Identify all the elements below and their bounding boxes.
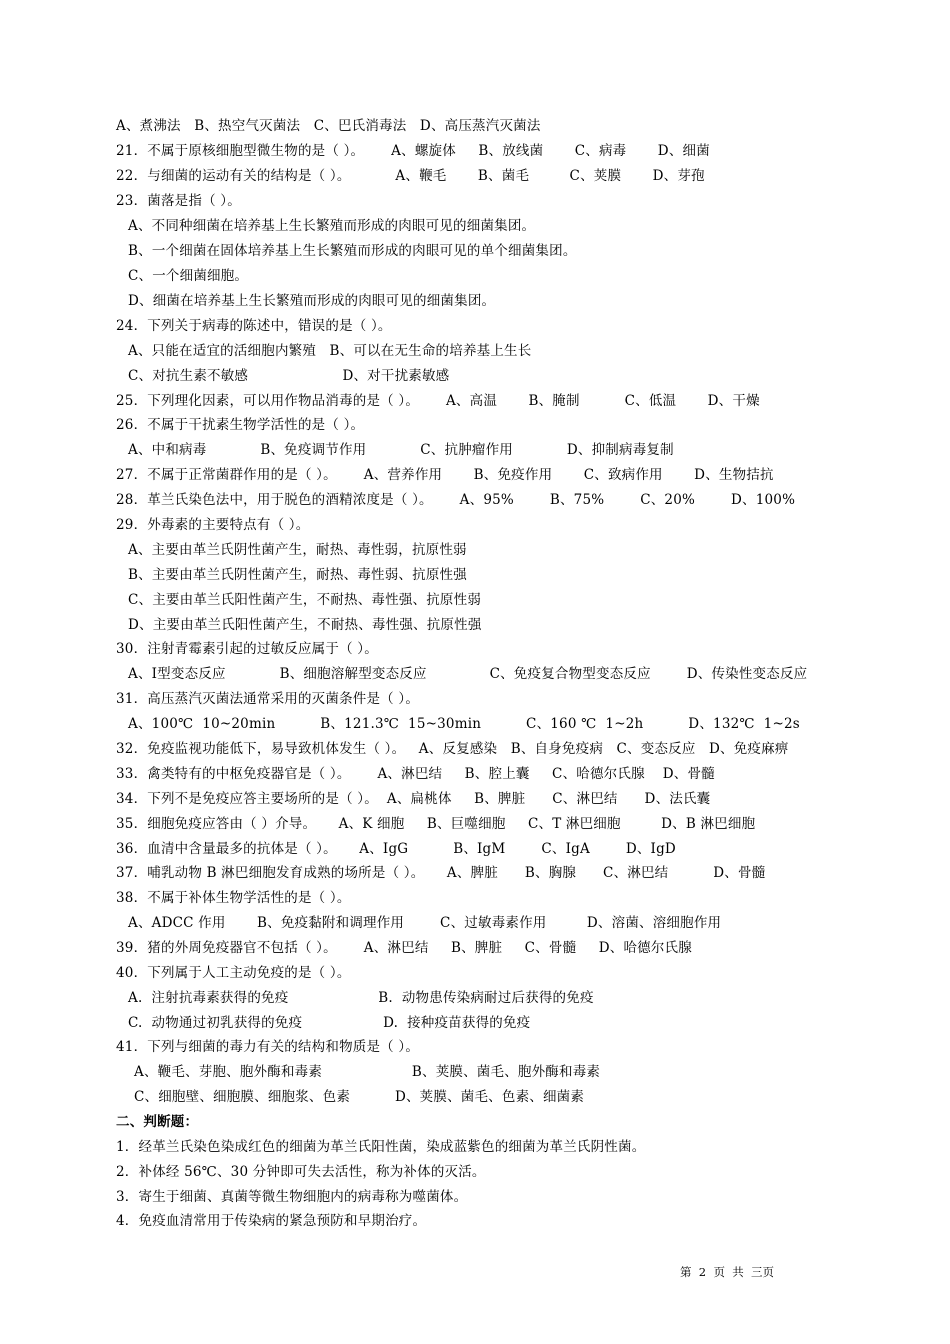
question-39: 39．猪的外周免疫器官不包括（ ）。 A、淋巴结 B、脾脏 C、骨髓 D、哈德尔氏腺 xyxy=(116,940,692,956)
question-26: 26．不属于干扰素生物学活性的是（ ）。 xyxy=(116,417,365,433)
option-line: D、主要由革兰氏阳性菌产生，不耐热、毒性强、抗原性强 xyxy=(128,617,482,633)
question-27: 27．不属于正常菌群作用的是（ ）。 A、营养作用 B、免疫作用 C、致病作用 D、生物拮抗 xyxy=(116,467,774,483)
option-line: A、100℃ 10~20min B、121.3℃ 15~30min C、160 ℃ 1~2h D、132℃ 1~2s xyxy=(128,716,800,732)
option-line: B、主要由革兰氏阴性菌产生，耐热、毒性弱、抗原性强 xyxy=(128,567,467,583)
question-34: 34．下列不是免疫应答主要场所的是（ ）。 A、扁桃体 B、脾脏 C、淋巴结 D、法氏囊 xyxy=(116,791,711,807)
option-line: C. 动物通过初乳获得的免疫 D. 接种疫苗获得的免疫 xyxy=(128,1015,531,1031)
question-41: 41．下列与细菌的毒力有关的结构和物质是（ ）。 xyxy=(116,1039,420,1055)
question-24: 24．下列关于病毒的陈述中，错误的是（ ）。 xyxy=(116,318,392,334)
judgement-item-4: 4．免疫血清常用于传染病的紧急预防和早期治疗。 xyxy=(116,1213,427,1229)
question-29: 29．外毒素的主要特点有（ ）。 xyxy=(116,517,310,533)
question-40: 40．下列属于人工主动免疫的是（ ）。 xyxy=(116,965,351,981)
option-line: D、细菌在培养基上生长繁殖而形成的肉眼可见的细菌集团。 xyxy=(128,293,496,309)
option-line: A、ADCC 作用 B、免疫黏附和调理作用 C、过敏毒素作用 D、溶菌、溶细胞作用 xyxy=(128,915,722,931)
option-line: A、只能在适宜的活细胞内繁殖 B、可以在无生命的培养基上生长 xyxy=(128,343,532,359)
option-line: A. 注射抗毒素获得的免疫 B. 动物患传染病耐过后获得的免疫 xyxy=(128,990,594,1006)
option-line: A、中和病毒 B、免疫调节作用 C、抗肿瘤作用 D、抑制病毒复制 xyxy=(128,442,674,458)
option-line: A、不同种细菌在培养基上生长繁殖而形成的肉眼可见的细菌集团。 xyxy=(128,218,536,234)
question-22: 22．与细菌的运动有关的结构是（ ）。 A、鞭毛 B、菌毛 C、荚膜 D、芽孢 xyxy=(116,168,705,184)
question-30: 30．注射青霉素引起的过敏反应属于（ ）。 xyxy=(116,641,378,657)
option-line: A、煮沸法 B、热空气灭菌法 C、巴氏消毒法 D、高压蒸汽灭菌法 xyxy=(116,118,541,134)
option-line: C、细胞壁、细胞膜、细胞浆、色素 D、荚膜、菌毛、色素、细菌素 xyxy=(134,1089,585,1105)
judgement-item-2: 2．补体经 56℃、30 分钟即可失去活性，称为补体的灭活。 xyxy=(116,1164,486,1180)
option-line: C、一个细菌细胞。 xyxy=(128,268,249,284)
question-35: 35．细胞免疫应答由（ ）介导。 A、K 细胞 B、巨噬细胞 C、T 淋巴细胞 D、B 淋巴细胞 xyxy=(116,816,756,832)
judgement-item-1: 1．经革兰氏染色染成红色的细菌为革兰氏阳性菌，染成蓝紫色的细菌为革兰氏阴性菌。 xyxy=(116,1139,646,1155)
option-line: C、对抗生素不敏感 D、对干扰素敏感 xyxy=(128,368,450,384)
question-31: 31．高压蒸汽灭菌法通常采用的灭菌条件是（ ）。 xyxy=(116,691,420,707)
question-28: 28．革兰氏染色法中，用于脱色的酒精浓度是（ ）。 A、95% B、75% C、20% D、100% xyxy=(116,492,796,508)
question-37: 37．哺乳动物 B 淋巴细胞发育成熟的场所是（ ）。 A、脾脏 B、胸腺 C、淋巴结 D、骨髓 xyxy=(116,865,766,881)
page-footer: 第 2 页 共 三页 xyxy=(680,1265,775,1279)
judgement-item-3: 3．寄生于细菌、真菌等微生物细胞内的病毒称为噬菌体。 xyxy=(116,1189,468,1205)
option-line: A、主要由革兰氏阴性菌产生，耐热、毒性弱，抗原性弱 xyxy=(128,542,467,558)
question-33: 33．禽类特有的中枢免疫器官是（ ）。 A、淋巴结 B、腔上囊 C、哈德尔氏腺 D、骨髓 xyxy=(116,766,715,782)
option-line: C、主要由革兰氏阳性菌产生，不耐热、毒性强、抗原性弱 xyxy=(128,592,482,608)
question-23: 23．菌落是指（ ）。 xyxy=(116,193,241,209)
option-line: A、鞭毛、芽胞、胞外酶和毒素 B、荚膜、菌毛、胞外酶和毒素 xyxy=(134,1064,601,1080)
section-heading: 二、判断题： xyxy=(116,1114,199,1130)
question-38: 38．不属于补体生物学活性的是（ ）。 xyxy=(116,890,351,906)
question-21: 21．不属于原核细胞型微生物的是（ ）。 A、螺旋体 B、放线菌 C、病毒 D、细菌 xyxy=(116,143,710,159)
question-36: 36．血清中含量最多的抗体是（ ）。 A、IgG B、IgM C、IgA D、IgD xyxy=(116,841,676,857)
option-line: B、一个细菌在固体培养基上生长繁殖而形成的肉眼可见的单个细菌集团。 xyxy=(128,243,577,259)
option-line: A、Ⅰ型变态反应 B、细胞溶解型变态反应 C、免疫复合物型变态反应 D、传染性变态反应 xyxy=(128,666,808,682)
question-25: 25．下列理化因素，可以用作物品消毒的是（ ）。 A、高温 B、腌制 C、低温 D、干燥 xyxy=(116,393,760,409)
question-32: 32．免疫监视功能低下，易导致机体发生（ ）。 A、反复感染 B、自身免疫病 C、变态反应 D、免疫麻痹 xyxy=(116,741,789,757)
